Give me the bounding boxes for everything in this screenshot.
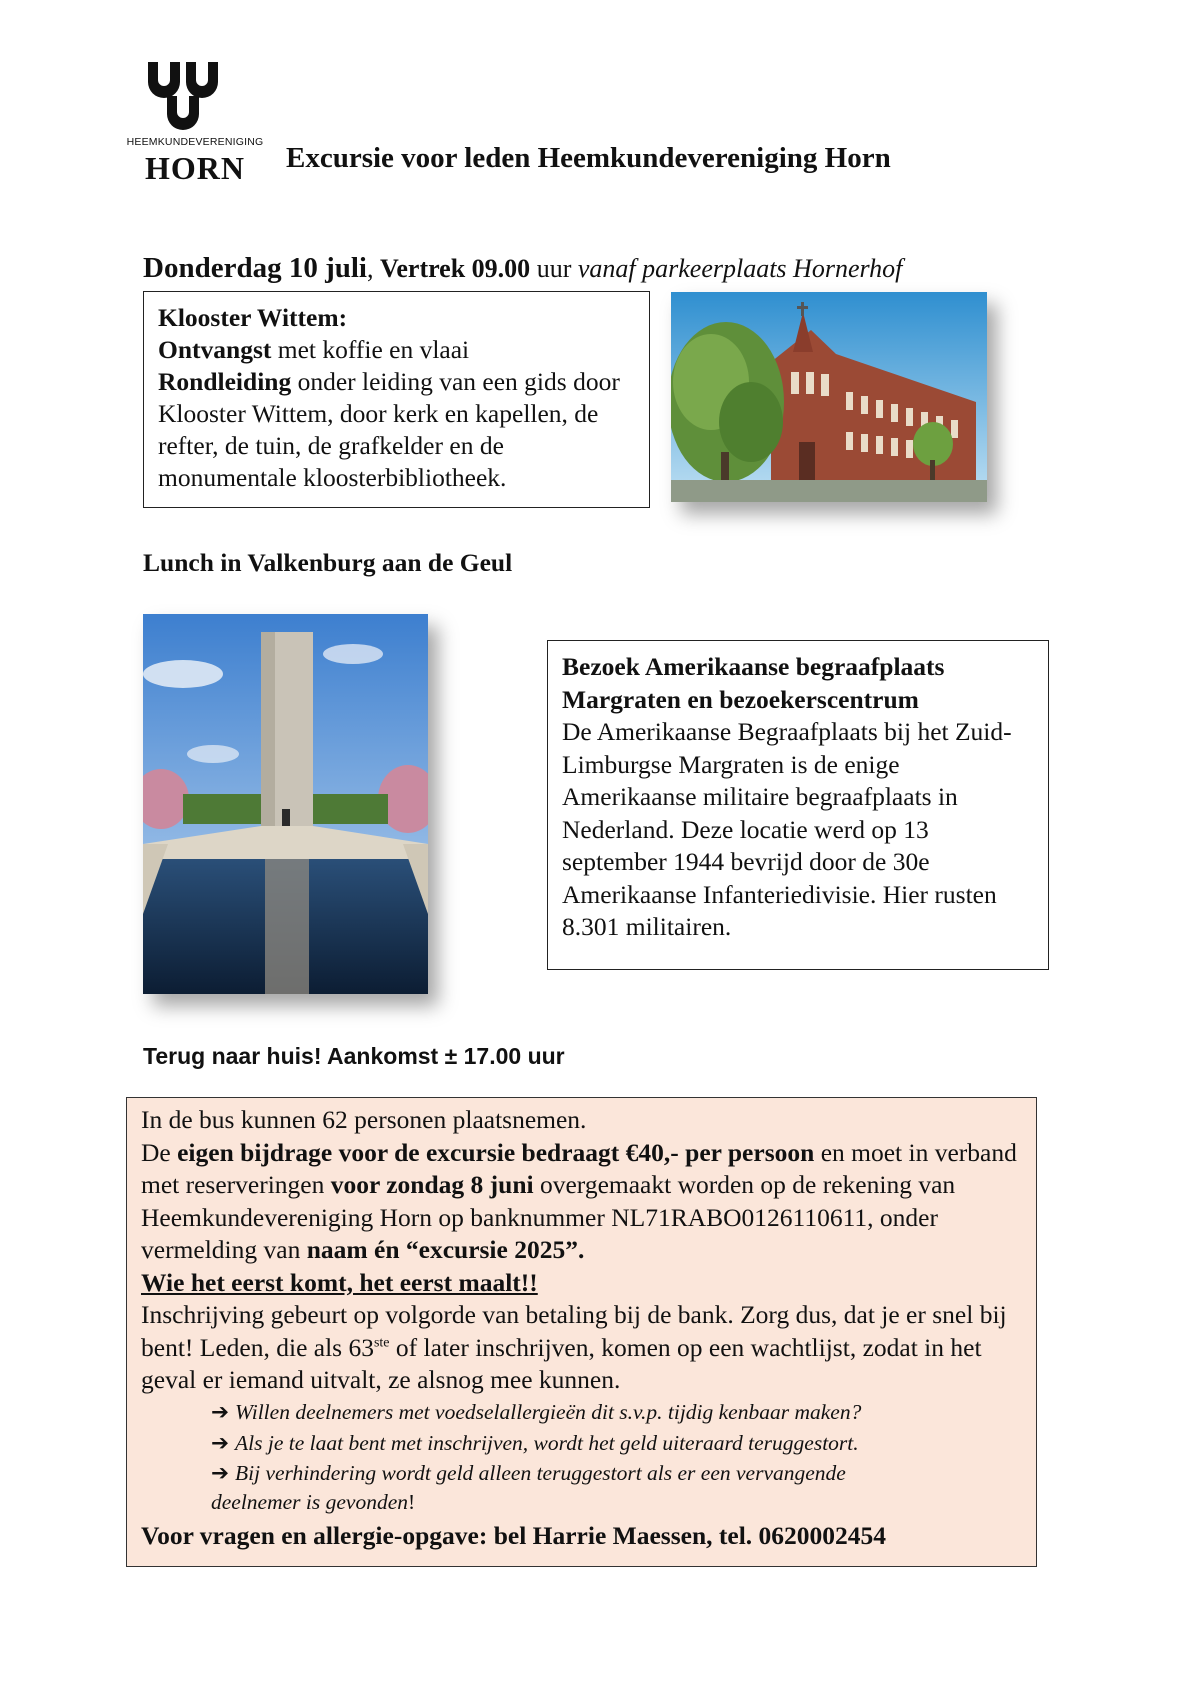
ontvangst-label: Ontvangst xyxy=(158,335,272,364)
logo xyxy=(120,58,270,188)
margraten-heading: Bezoek Amerikaanse begraafplaats Margraten en bezoekerscentrum xyxy=(562,652,945,714)
klooster-wittem-photo xyxy=(671,292,987,502)
bullet-item xyxy=(141,1397,1022,1428)
bullet-item xyxy=(141,1459,1022,1488)
logo-big-text: HORN xyxy=(145,150,245,186)
margraten-box xyxy=(547,640,1049,970)
klooster-heading: Klooster Wittem: xyxy=(158,303,348,332)
bullet-continuation-text: deelnemer is gevonden xyxy=(211,1489,409,1514)
motto-text: Wie het eerst komt, het eerst maalt!! xyxy=(141,1267,538,1297)
departure-location: vanaf parkeerplaats Hornerhof xyxy=(577,254,903,283)
margraten-photo xyxy=(143,614,428,994)
payment-info-box xyxy=(126,1097,1037,1567)
registration-text-a: Inschrijving gebeurt op volgorde van betaling bij de bank. Zorg dus, dat je er snel bij bent! Leden, die als 63 xyxy=(141,1300,1007,1362)
date-line xyxy=(143,252,902,285)
payment-text-e: overgemaakt worden op de rekening van Heemkundevereniging Horn op banknummer NL71RABO0126110611, onder vermelding van xyxy=(141,1170,956,1264)
klooster-wittem-image xyxy=(671,292,987,502)
page-title: Excursie voor leden Heemkundevereniging Horn xyxy=(286,142,891,174)
logo-emblem-icon xyxy=(120,58,270,138)
bullet-continuation-mark: ! xyxy=(408,1489,416,1514)
rondleiding-text: onder leiding van een gids door Klooster Wittem, door kerk en kapellen, de refter, de tuin, de grafkelder en de monumentale kloosterbibliotheek. xyxy=(158,367,620,492)
rondleiding-label: Rondleiding xyxy=(158,367,292,396)
arrow-right-icon: ➔ xyxy=(211,1460,230,1486)
contact-info: Voor vragen en allergie-opgave: bel Harrie Maessen, tel. 0620002454 xyxy=(141,1520,887,1550)
contribution-amount: eigen bijdrage voor de excursie bedraagt €40,- per persoon xyxy=(177,1137,815,1167)
payment-text-c: en moet in verband met reserveringen xyxy=(141,1137,1017,1199)
bus-capacity-text: In de bus kunnen 62 personen plaatsnemen. xyxy=(141,1105,587,1134)
bullet-text: Bij verhindering wordt geld alleen teruggestort als er een vervangende xyxy=(235,1460,846,1485)
date-sep: , xyxy=(366,254,380,283)
bullet-text: Willen deelnemers met voedselallergieën dit s.v.p. tijdig kenbaar maken? xyxy=(235,1399,862,1424)
date-uur: uur xyxy=(530,254,578,283)
klooster-wittem-box xyxy=(143,291,650,508)
margraten-image xyxy=(143,614,428,994)
payment-deadline: voor zondag 8 juni xyxy=(330,1170,534,1199)
return-info: Terug naar huis! Aankomst ± 17.00 uur xyxy=(143,1043,565,1069)
payment-text xyxy=(141,1137,1022,1267)
arrow-right-icon: ➔ xyxy=(211,1430,230,1456)
ordinal-suffix: ste xyxy=(373,1335,390,1350)
registration-text-b: of later inschrijven, komen op een wachtlijst, zodat in het geval er iemand uitvalt, ze alsnog mee kunnen. xyxy=(141,1332,982,1394)
logo-small-text: HEEMKUNDEVERENIGING xyxy=(126,136,264,148)
payment-reference: naam én “excursie 2025”. xyxy=(306,1235,585,1264)
payment-text-a: De xyxy=(141,1137,178,1167)
departure-time: Vertrek 09.00 xyxy=(379,254,531,283)
arrow-right-icon: ➔ xyxy=(211,1399,230,1425)
bullet-text: Als je te laat bent met inschrijven, wordt het geld uiteraard teruggestort. xyxy=(235,1430,859,1455)
ontvangst-text: met koffie en vlaai xyxy=(271,335,470,364)
date-day: Donderdag 10 juli xyxy=(143,252,367,284)
margraten-text: De Amerikaanse Begraafplaats bij het Zuid-Limburgse Margraten is de enige Amerikaanse militaire begraafplaats in Nederland. Deze locatie werd op 13 september 1944 bevrijd door de 30e Amerikaanse Infanteriedivisie. Hier rusten 8.301 militairen. xyxy=(562,717,1012,941)
bullet-continuation xyxy=(141,1488,1022,1516)
lunch-heading: Lunch in Valkenburg aan de Geul xyxy=(143,548,513,577)
registration-text xyxy=(141,1299,1022,1397)
bullet-item xyxy=(141,1428,1022,1459)
